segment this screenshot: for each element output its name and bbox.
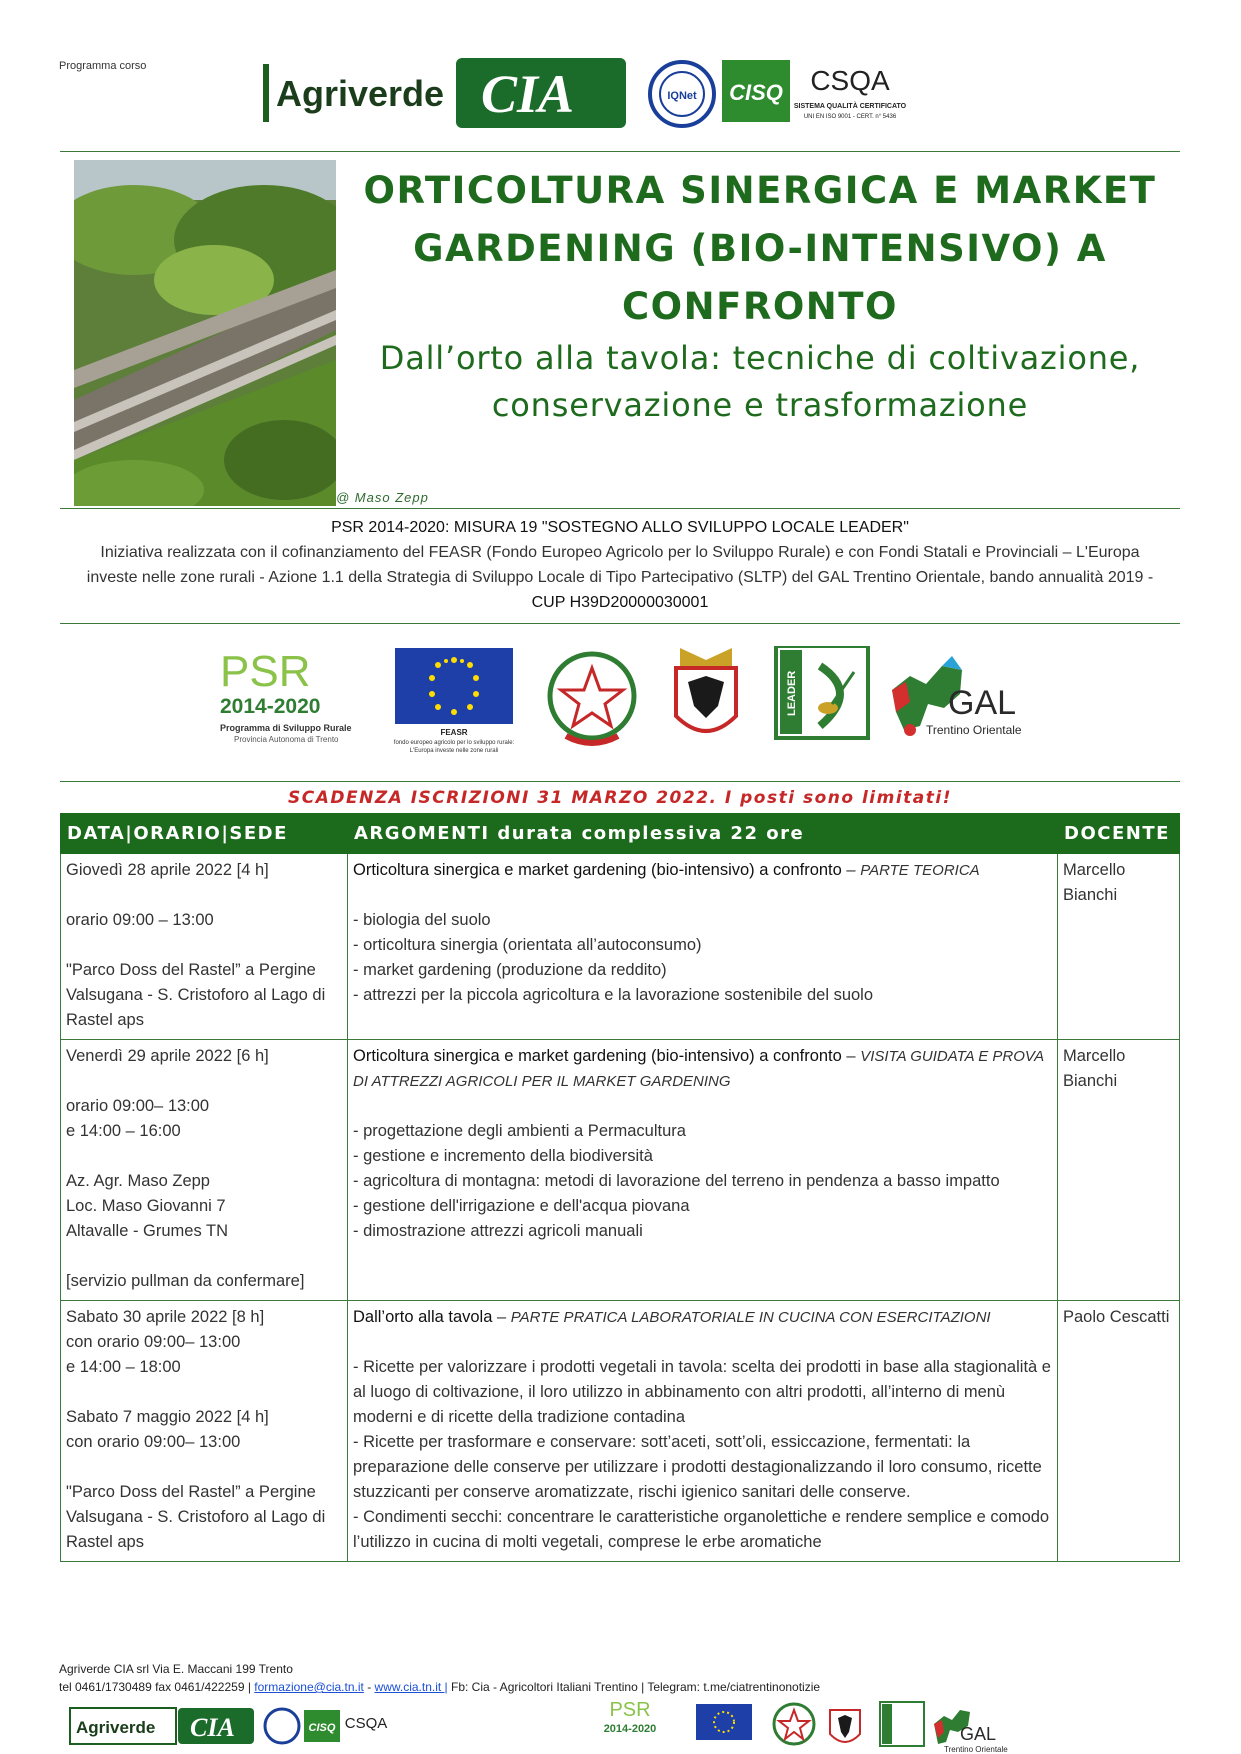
topic-bullet: - market gardening (produzione da reddito) [353, 961, 667, 979]
topic-bullet: - attrezzi per la piccola agricoltura e la lavorazione sostenibile del suolo [353, 986, 874, 1004]
date-line: Venerdì 29 aprile 2022 [6 h] [66, 1047, 269, 1065]
gal-caption: Trentino Orientale [926, 723, 1022, 737]
topic-title: Orticoltura sinergica e market gardening (bio-intensivo) a confronto [353, 861, 842, 879]
feasr-caption-2: L'Europa investe nelle zone rurali [409, 748, 499, 754]
footer-separator: - [363, 1680, 375, 1694]
session-topics [348, 1040, 1058, 1301]
date-line [66, 1144, 342, 1169]
date-line: con orario 09:00– 13:00 [66, 1433, 241, 1451]
funding-info [74, 515, 1166, 615]
footer-gal-text: GAL [960, 1724, 997, 1744]
date-line: Giovedì 28 aprile 2022 [4 h] [66, 861, 269, 879]
csqa-caption-2: UNI EN ISO 9001 - CERT. n° 5436 [803, 114, 897, 120]
topic-type: PARTE TEORICA [860, 862, 980, 879]
svg-text:PSR: PSR [220, 647, 311, 696]
date-line: "Parco Doss del Rastel” a Pergine Valsugana - S. Cristoforo al Lago di Rastel aps [66, 1483, 326, 1551]
course-title: ORTICOLTURA SINERGICA E MARKET GARDENING (BIO-INTENSIVO) A CONFRONTO [363, 169, 1157, 328]
session-date-place [61, 1040, 348, 1301]
funding-measure: PSR 2014-2020: MISURA 19 "SOSTEGNO ALLO SVILUPPO LOCALE LEADER" [331, 519, 909, 536]
footer-contacts [59, 1660, 820, 1696]
registration-deadline: SCADENZA ISCRIZIONI 31 MARZO 2022. I posti sono limitati! [288, 788, 952, 808]
repubblica-text: REPUBBLICA ITALIANA [564, 746, 620, 752]
program-label: Programma corso [59, 60, 147, 72]
date-line: "Parco Doss del Rastel” a Pergine Valsugana - S. Cristoforo al Lago di Rastel aps [66, 961, 326, 1029]
divider [60, 623, 1180, 624]
topic-bullet: - Ricette per trasformare e conservare: sott’aceti, sott’oli, essiccazione, fermentati: la preparazione delle conserve per utilizzare i prodotti destagionalizzando il loro consumo, ricette stuzzicanti per conserve aromatizzate, rischi igienico sanitari delle conserve. [353, 1433, 1042, 1501]
divider [60, 151, 1180, 152]
csqa-caption-1: SISTEMA QUALITÀ CERTIFICATO [793, 103, 907, 110]
funding-description: Iniziativa realizzata con il cofinanziamento del FEASR (Fondo Europeo Agricolo per lo Sviluppo Rurale) e con Fondi Statali e Provinciali – L'Europa investe nelle zone rurali - Azione 1.1 della Strategia di Sviluppo Locale di Tipo Partecipativo (SLTP) del GAL Trentino Orientale, bando annualità 2019 - [86, 544, 1154, 586]
topic-title: Orticoltura sinergica e market gardening (bio-intensivo) a confronto [353, 1047, 842, 1065]
eu-feasr-logo [394, 648, 515, 754]
teacher-name: Marcello Bianchi [1058, 854, 1180, 1040]
trentino-coat-of-arms [676, 648, 736, 731]
footer-agriverde-text: Agriverde [76, 1718, 156, 1737]
photo-credit: @ Maso Zepp [336, 490, 429, 505]
footer-gal-caption: Trentino Orientale [944, 1745, 1008, 1754]
footer-cia-text: CIA [190, 1713, 235, 1742]
table-row [61, 1301, 1180, 1562]
partner-logos [220, 646, 1040, 756]
topic-bullet: - progettazione degli ambienti a Permacultura [353, 1122, 686, 1140]
footer-website-link[interactable]: www.cia.tn.it | [374, 1680, 448, 1694]
divider [60, 508, 1180, 509]
iqnet-text: IQNet [667, 90, 697, 102]
gal-trentino-orientale-logo [892, 656, 1022, 737]
certification-logos [648, 58, 912, 130]
teacher-name: Paolo Cescatti [1058, 1301, 1180, 1562]
date-line: orario 09:00– 13:00 [66, 1097, 210, 1115]
header-date: DATA|ORARIO|SEDE [61, 814, 348, 854]
funding-text [74, 540, 1166, 615]
repubblica-italiana-emblem [550, 654, 634, 752]
footer-csqa-text: CSQA [344, 1715, 388, 1732]
footer-company: Agriverde CIA srl Via E. Maccani 199 Trento [59, 1662, 293, 1676]
agriverde-logo-text: Agriverde [276, 73, 445, 114]
table-row [61, 854, 1180, 1040]
topic-bullet: - orticoltura sinergia (orientata all’autoconsumo) [353, 936, 702, 954]
session-topics [348, 854, 1058, 1040]
svg-text:PSR: PSR [609, 1700, 651, 1721]
date-line [66, 883, 342, 908]
cia-logo-text: CIA [481, 64, 575, 124]
leader-logo [776, 646, 868, 738]
session-date-place [61, 854, 348, 1040]
topic-heading: Orticoltura sinergica e market gardening (bio-intensivo) a confronto – PARTE TEORICA [353, 861, 980, 879]
topic-type: PARTE PRATICA LABORATORIALE IN CUCINA CON ESERCITAZIONI [510, 1309, 991, 1326]
psr-logo-caption-2: Provincia Autonoma di Trento [234, 735, 339, 744]
psr-logo [220, 647, 352, 744]
date-line [66, 1380, 342, 1405]
cisq-text: CISQ [729, 80, 783, 105]
table-row [61, 1040, 1180, 1301]
feasr-caption-1: fondo europeo agricolo per lo sviluppo rurale: [393, 740, 515, 746]
footer-phone: tel 0461/1730489 fax 0461/422259 | [59, 1680, 255, 1694]
date-line: [servizio pullman da confermare] [66, 1272, 305, 1290]
gal-title: GAL [948, 684, 1017, 722]
date-line: Sabato 30 aprile 2022 [8 h] [66, 1308, 265, 1326]
teacher-name: Marcello Bianchi [1058, 1040, 1180, 1301]
date-line: Altavalle - Grumes TN [66, 1222, 228, 1240]
date-line [66, 1069, 342, 1094]
topic-bullet: - gestione e incremento della biodiversità [353, 1147, 653, 1165]
session-topics [348, 1301, 1058, 1562]
footer-logos [60, 1700, 1060, 1754]
topic-bullet: - gestione dell'irrigazione e dell'acqua piovana [353, 1197, 690, 1215]
footer-cisq-text: CISQ [308, 1722, 336, 1734]
topic-type: VISITA GUIDATA E PROVA DI ATTREZZI AGRICOLI PER IL MARKET GARDENING [353, 1048, 1044, 1090]
topic-heading: Orticoltura sinergica e market gardening (bio-intensivo) a confronto – VISITA GUIDATA E PROVA DI ATTREZZI AGRICOLI PER IL MARKET GARDENING [353, 1047, 1044, 1090]
date-line: Loc. Maso Giovanni 7 [66, 1197, 226, 1215]
date-line [66, 933, 342, 958]
session-date-place [61, 1301, 348, 1562]
date-line: orario 09:00 – 13:00 [66, 911, 214, 929]
header-topics: ARGOMENTI durata complessiva 22 ore [348, 814, 1058, 854]
topic-bullet: - Condimenti secchi: concentrare le caratteristiche organolettiche e rendere semplice e comodo l’utilizzo in cucina di molti vegetali, comprese le erbe aromatiche [353, 1508, 1050, 1551]
date-line: Az. Agr. Maso Zepp [66, 1172, 210, 1190]
footer-psr-years: 2014-2020 [603, 1723, 657, 1735]
footer-social: Fb: Cia - Agricoltori Italiani Trentino | Telegram: t.me/ciatrentinonotizie [447, 1680, 821, 1694]
garden-photo [74, 160, 336, 506]
divider [60, 781, 1180, 782]
table-header-row [61, 814, 1180, 854]
topic-bullet: - agricoltura di montagna: metodi di lavorazione del terreno in pendenza a basso impatto [353, 1172, 1000, 1190]
topic-heading: Dall’orto alla tavola – PARTE PRATICA LABORATORIALE IN CUCINA CON ESERCITAZIONI [353, 1308, 991, 1326]
schedule-table [60, 813, 1180, 1562]
date-line [66, 1455, 342, 1480]
date-line: con orario 09:00– 13:00 [66, 1333, 241, 1351]
date-line: e 14:00 – 18:00 [66, 1358, 181, 1376]
date-line: e 14:00 – 16:00 [66, 1122, 181, 1140]
psr-logo-years: 2014-2020 [220, 695, 321, 718]
header-teacher: DOCENTE [1058, 814, 1180, 854]
date-line [66, 1244, 342, 1269]
feasr-title: FEASR [440, 728, 468, 737]
agriverde-cia-logo [256, 56, 628, 130]
course-subtitle: Dall’orto alla tavola: tecniche di coltivazione, conservazione e trasformazione [379, 339, 1141, 424]
cup-code: CUP H39D20000030001 [531, 594, 709, 611]
topic-title: Dall’orto alla tavola [353, 1308, 493, 1326]
psr-logo-caption-1: Programma di Sviluppo Rurale [220, 723, 352, 733]
topic-bullet: - biologia del suolo [353, 911, 491, 929]
leader-text: LEADER [786, 670, 798, 716]
csqa-text: CSQA [810, 65, 890, 96]
date-line: Sabato 7 maggio 2022 [4 h] [66, 1408, 269, 1426]
topic-bullet: - dimostrazione attrezzi agricoli manuali [353, 1222, 643, 1240]
footer-contact-line [59, 1678, 820, 1696]
topic-bullet: - Ricette per valorizzare i prodotti vegetali in tavola: scelta dei prodotti in base alla stagionalità e al luogo di coltivazione, il loro utilizzo in abbinamento con altri prodotti, all’interno di menù moderni e di ricette della tradizione contadina [353, 1358, 1051, 1426]
footer-email-link[interactable]: formazione@cia.tn.it [254, 1680, 364, 1694]
